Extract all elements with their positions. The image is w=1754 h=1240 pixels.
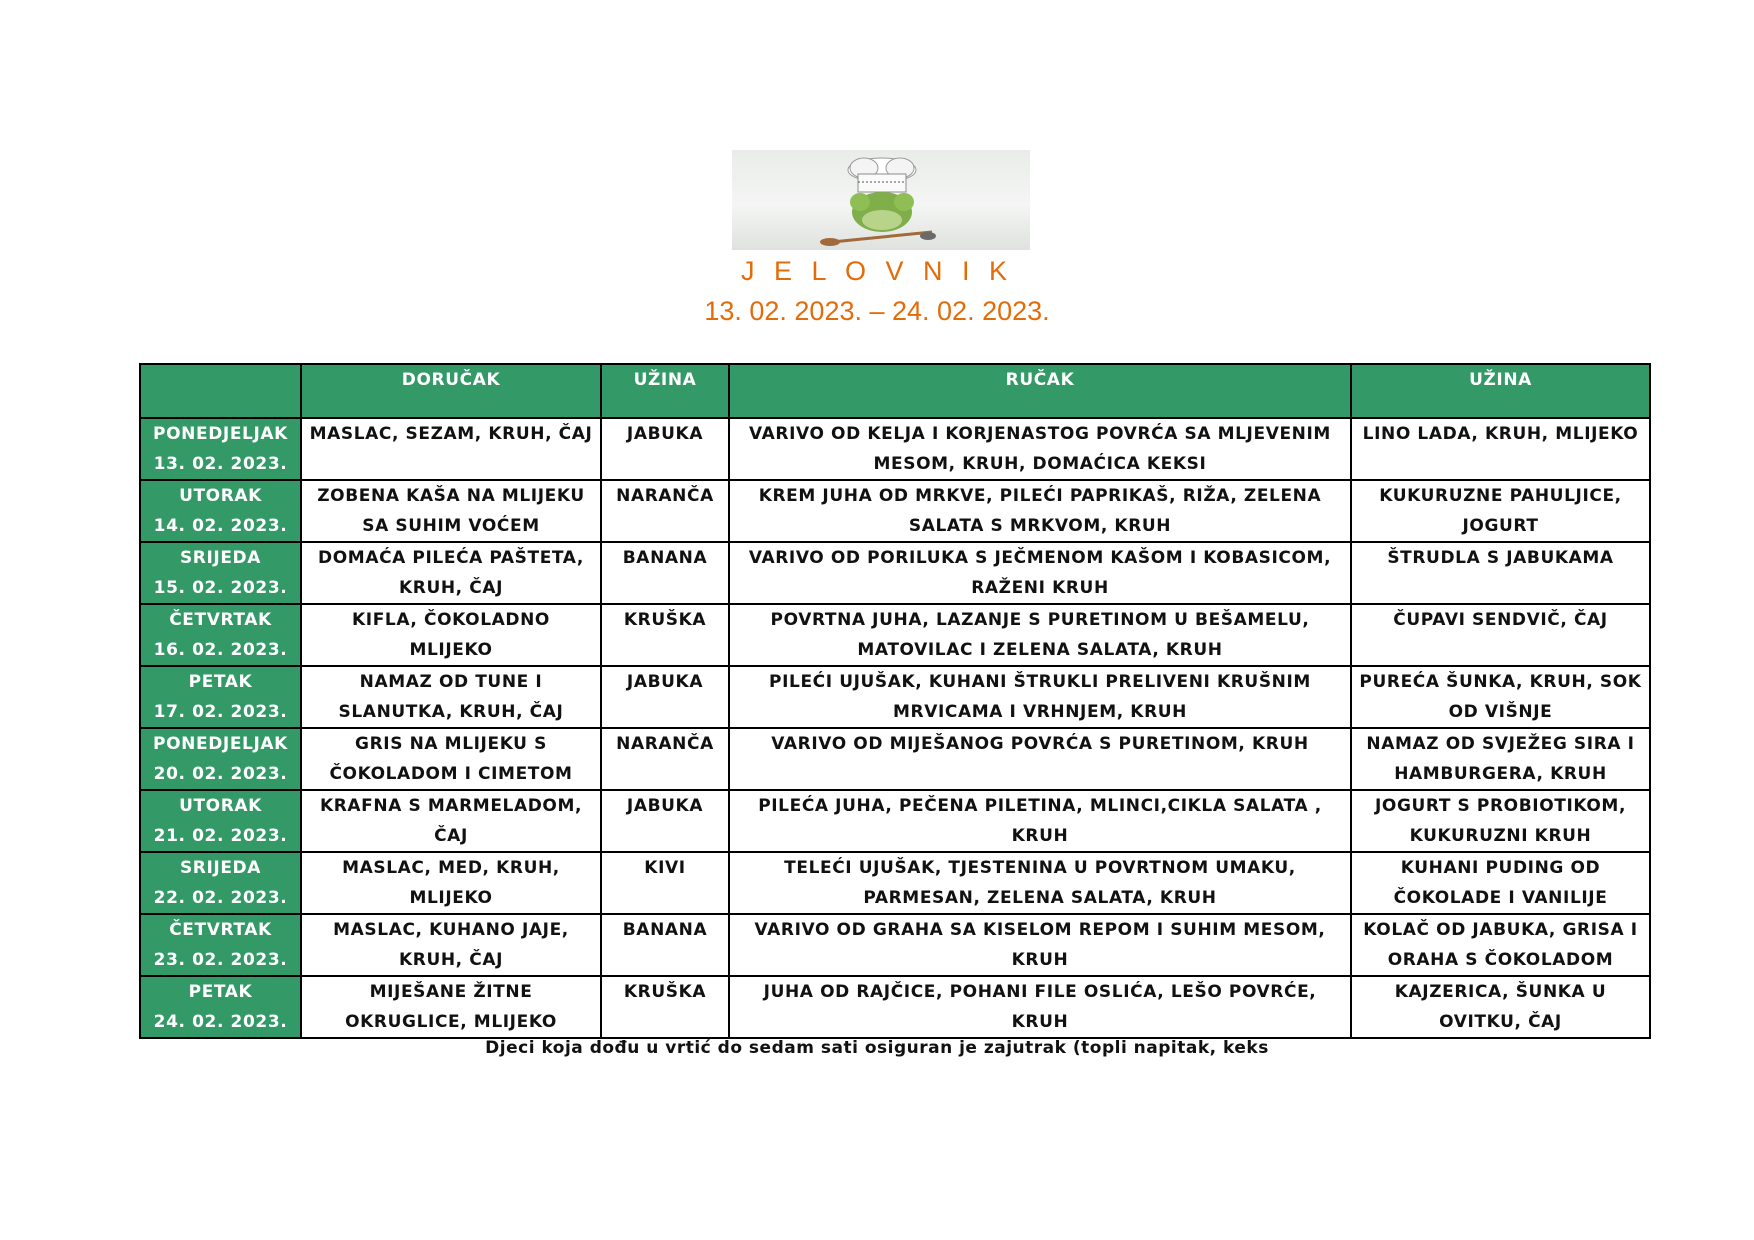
- snack2-cell: ČUPAVI SENDVIČ, ČAJ: [1351, 604, 1650, 666]
- column-header-day: [140, 364, 301, 418]
- chef-frog-icon: [732, 150, 1030, 250]
- lunch-cell: KREM JUHA OD MRKVE, PILEĆI PAPRIKAŠ, RIŽA, ZELENA SALATA S MRKVOM, KRUH: [729, 480, 1351, 542]
- table-row: [140, 604, 1650, 666]
- table-row: [140, 728, 1650, 790]
- column-header-snack1: UŽINA: [601, 364, 729, 418]
- snack1-cell: KRUŠKA: [601, 604, 729, 666]
- day-name: PONEDJELJAK: [153, 424, 288, 444]
- day-name: PETAK: [188, 672, 253, 692]
- day-cell: [140, 666, 301, 728]
- day-name: PONEDJELJAK: [153, 734, 288, 754]
- snack1-cell: JABUKA: [601, 418, 729, 480]
- column-header-breakfast: DORUČAK: [301, 364, 601, 418]
- breakfast-cell: ZOBENA KAŠA NA MLIJEKU SA SUHIM VOĆEM: [301, 480, 601, 542]
- day-cell: [140, 976, 301, 1038]
- day-cell: [140, 418, 301, 480]
- day-name: SRIJEDA: [179, 858, 262, 878]
- lunch-cell: JUHA OD RAJČICE, POHANI FILE OSLIĆA, LEŠO POVRĆE, KRUH: [729, 976, 1351, 1038]
- breakfast-cell: MIJEŠANE ŽITNE OKRUGLICE, MLIJEKO: [301, 976, 601, 1038]
- snack2-cell: KOLAČ OD JABUKA, GRISA I ORAHA S ČOKOLADOM: [1351, 914, 1650, 976]
- snack2-cell: NAMAZ OD SVJEŽEG SIRA I HAMBURGERA, KRUH: [1351, 728, 1650, 790]
- column-header-lunch: RUČAK: [729, 364, 1351, 418]
- menu-table: [139, 363, 1651, 1039]
- day-cell: [140, 480, 301, 542]
- lunch-cell: POVRTNA JUHA, LAZANJE S PURETINOM U BEŠAMELU, MATOVILAC I ZELENA SALATA, KRUH: [729, 604, 1351, 666]
- lunch-cell: PILEĆA JUHA, PEČENA PILETINA, MLINCI,CIKLA SALATA , KRUH: [729, 790, 1351, 852]
- breakfast-cell: DOMAĆA PILEĆA PAŠTETA, KRUH, ČAJ: [301, 542, 601, 604]
- snack1-cell: NARANČA: [601, 480, 729, 542]
- day-name: UTORAK: [179, 796, 262, 816]
- snack2-cell: PUREĆA ŠUNKA, KRUH, SOK OD VIŠNJE: [1351, 666, 1650, 728]
- breakfast-cell: NAMAZ OD TUNE I SLANUTKA, KRUH, ČAJ: [301, 666, 601, 728]
- day-date: 13. 02. 2023.: [153, 454, 288, 474]
- day-date: 22. 02. 2023.: [153, 888, 288, 908]
- breakfast-cell: MASLAC, SEZAM, KRUH, ČAJ: [301, 418, 601, 480]
- table-row: [140, 542, 1650, 604]
- breakfast-cell: KRAFNA S MARMELADOM, ČAJ: [301, 790, 601, 852]
- snack2-cell: KUKURUZNE PAHULJICE, JOGURT: [1351, 480, 1650, 542]
- snack2-cell: ŠTRUDLA S JABUKAMA: [1351, 542, 1650, 604]
- date-range: 13. 02. 2023. – 24. 02. 2023.: [704, 296, 1050, 326]
- day-name: UTORAK: [179, 486, 262, 506]
- snack1-cell: KIVI: [601, 852, 729, 914]
- day-cell: [140, 914, 301, 976]
- snack2-cell: LINO LADA, KRUH, MLIJEKO: [1351, 418, 1650, 480]
- lunch-cell: PILEĆI UJUŠAK, KUHANI ŠTRUKLI PRELIVENI KRUŠNIM MRVICAMA I VRHNJEM, KRUH: [729, 666, 1351, 728]
- snack2-cell: JOGURT S PROBIOTIKOM, KUKURUZNI KRUH: [1351, 790, 1650, 852]
- snack1-cell: JABUKA: [601, 666, 729, 728]
- day-cell: [140, 728, 301, 790]
- day-cell: [140, 852, 301, 914]
- lunch-cell: VARIVO OD KELJA I KORJENASTOG POVRĆA SA MLJEVENIM MESOM, KRUH, DOMAĆICA KEKSI: [729, 418, 1351, 480]
- lunch-cell: VARIVO OD MIJEŠANOG POVRĆA S PURETINOM, KRUH: [729, 728, 1351, 790]
- lunch-cell: TELEĆI UJUŠAK, TJESTENINA U POVRTNOM UMAKU, PARMESAN, ZELENA SALATA, KRUH: [729, 852, 1351, 914]
- snack1-cell: KRUŠKA: [601, 976, 729, 1038]
- snack1-cell: BANANA: [601, 914, 729, 976]
- day-cell: [140, 604, 301, 666]
- day-name: ČETVRTAK: [169, 920, 272, 940]
- day-date: 24. 02. 2023.: [153, 1012, 288, 1032]
- table-row: [140, 790, 1650, 852]
- table-row: [140, 976, 1650, 1038]
- footer-note: Djeci koja dođu u vrtić do sedam sati osiguran je zajutrak (topli napitak, keks: [485, 1038, 1269, 1058]
- breakfast-cell: MASLAC, KUHANO JAJE, KRUH, ČAJ: [301, 914, 601, 976]
- day-name: PETAK: [188, 982, 253, 1002]
- day-date: 17. 02. 2023.: [153, 702, 288, 722]
- table-row: [140, 666, 1650, 728]
- snack1-cell: BANANA: [601, 542, 729, 604]
- breakfast-cell: MASLAC, MED, KRUH, MLIJEKO: [301, 852, 601, 914]
- day-cell: [140, 542, 301, 604]
- day-date: 15. 02. 2023.: [153, 578, 288, 598]
- breakfast-cell: KIFLA, ČOKOLADNO MLIJEKO: [301, 604, 601, 666]
- day-date: 20. 02. 2023.: [153, 764, 288, 784]
- day-cell: [140, 790, 301, 852]
- day-name: SRIJEDA: [179, 548, 262, 568]
- day-date: 16. 02. 2023.: [153, 640, 288, 660]
- table-row: [140, 418, 1650, 480]
- breakfast-cell: GRIS NA MLIJEKU S ČOKOLADOM I CIMETOM: [301, 728, 601, 790]
- table-row: [140, 914, 1650, 976]
- column-header-snack2: UŽINA: [1351, 364, 1650, 418]
- table-header-row: [140, 364, 1650, 418]
- table-row: [140, 480, 1650, 542]
- snack2-cell: KAJZERICA, ŠUNKA U OVITKU, ČAJ: [1351, 976, 1650, 1038]
- day-date: 21. 02. 2023.: [153, 826, 288, 846]
- snack1-cell: JABUKA: [601, 790, 729, 852]
- snack2-cell: KUHANI PUDING OD ČOKOLADE I VANILIJE: [1351, 852, 1650, 914]
- page-title: J E L O V N I K: [740, 256, 1014, 286]
- day-date: 23. 02. 2023.: [153, 950, 288, 970]
- table-row: [140, 852, 1650, 914]
- snack1-cell: NARANČA: [601, 728, 729, 790]
- day-name: ČETVRTAK: [169, 610, 272, 630]
- lunch-cell: VARIVO OD PORILUKA S JEČMENOM KAŠOM I KOBASICOM, RAŽENI KRUH: [729, 542, 1351, 604]
- lunch-cell: VARIVO OD GRAHA SA KISELOM REPOM I SUHIM MESOM, KRUH: [729, 914, 1351, 976]
- day-date: 14. 02. 2023.: [153, 516, 288, 536]
